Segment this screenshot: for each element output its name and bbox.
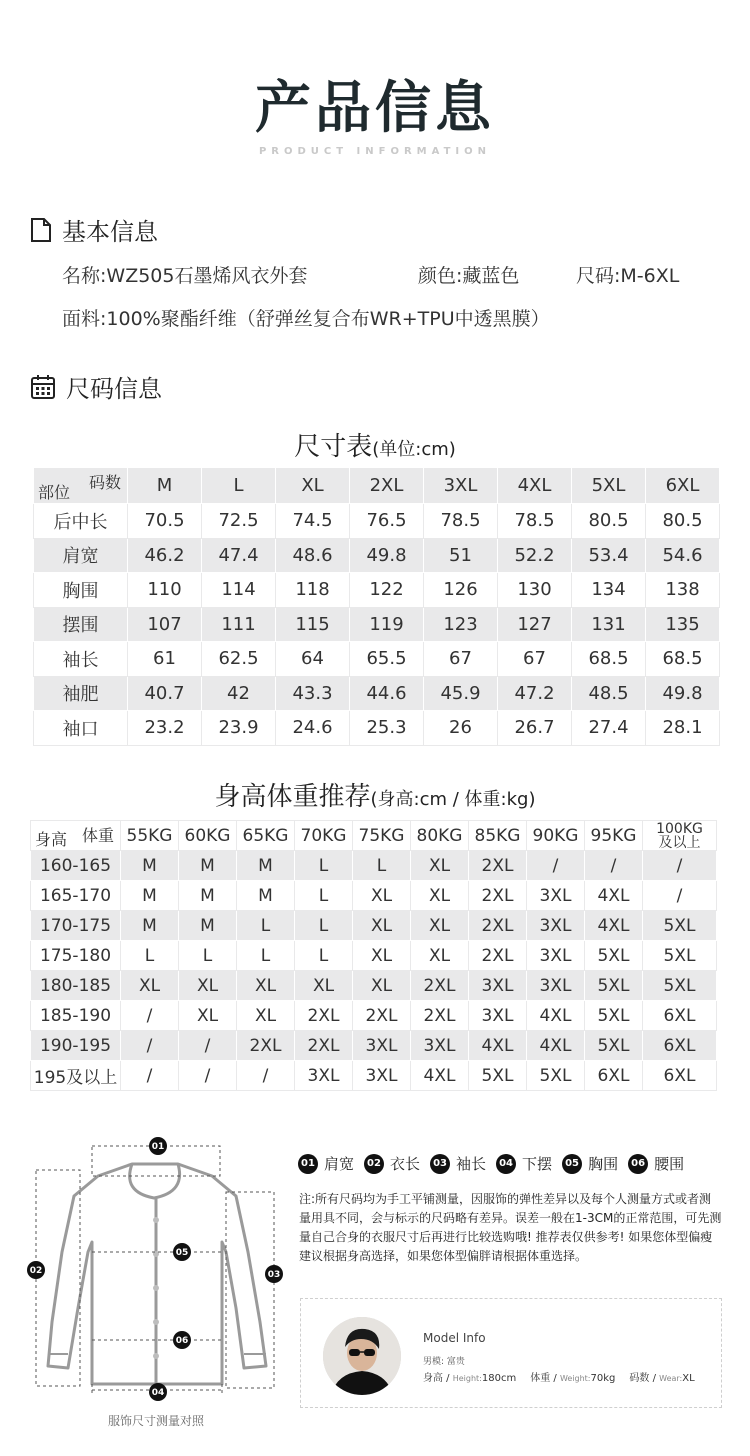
- size-value-cell: 130: [498, 573, 572, 608]
- legend-item: [562, 1153, 618, 1174]
- size-value-cell: 51: [424, 538, 498, 573]
- weight-header-cell: 80KG: [411, 821, 469, 851]
- weight-last-line1: 100KG: [656, 820, 703, 837]
- rec-size-cell: XL: [353, 971, 411, 1001]
- rec-size-cell: XL: [353, 911, 411, 941]
- legend-number-icon: 02: [364, 1154, 384, 1174]
- basic-info-label: 基本信息: [62, 218, 158, 246]
- rec-table-row: [31, 941, 717, 971]
- rec-size-cell: /: [179, 1031, 237, 1061]
- rec-size-cell: 2XL: [469, 911, 527, 941]
- size-value-cell: 64: [276, 642, 350, 677]
- size-value-cell: 118: [276, 573, 350, 608]
- rec-size-cell: 4XL: [585, 881, 643, 911]
- rec-size-cell: 2XL: [295, 1031, 353, 1061]
- size-value-cell: 49.8: [350, 538, 424, 573]
- rec-size-cell: /: [121, 1031, 179, 1061]
- marker-03: 03: [267, 1270, 281, 1280]
- size-value-cell: 40.7: [128, 676, 202, 711]
- rec-size-cell: 3XL: [295, 1061, 353, 1091]
- rec-size-cell: L: [121, 941, 179, 971]
- size-value-cell: 107: [128, 607, 202, 642]
- size-value-cell: 68.5: [646, 642, 720, 677]
- model-info-box: [300, 1298, 722, 1408]
- measurement-legend: [298, 1153, 694, 1174]
- height-cell: 185-190: [31, 1001, 121, 1031]
- size-header-cell: 2XL: [350, 468, 424, 504]
- rec-size-cell: XL: [295, 971, 353, 1001]
- size-value-cell: 70.5: [128, 504, 202, 539]
- rec-table-title-text: 身高体重推荐: [214, 782, 371, 812]
- size-value-cell: 80.5: [572, 504, 646, 539]
- size-info-heading: [30, 369, 162, 404]
- rec-size-cell: 3XL: [353, 1061, 411, 1091]
- rec-size-cell: 2XL: [237, 1031, 295, 1061]
- size-value-cell: 45.9: [424, 676, 498, 711]
- size-value-cell: 26.7: [498, 711, 572, 746]
- marker-04: 04: [151, 1388, 165, 1398]
- rec-size-cell: L: [295, 941, 353, 971]
- size-table-title-text: 尺寸表: [294, 432, 373, 462]
- product-name: 名称:WZ505石墨烯风衣外套: [62, 265, 308, 287]
- size-part-cell: 后中长: [34, 504, 128, 539]
- size-table-header-row: [34, 468, 720, 504]
- rec-size-cell: L: [179, 941, 237, 971]
- rec-table-unit: (身高:cm / 体重:kg): [370, 789, 536, 810]
- height-cell: 160-165: [31, 851, 121, 881]
- legend-label: 肩宽: [324, 1155, 355, 1173]
- rec-size-cell: M: [179, 911, 237, 941]
- rec-size-cell: L: [353, 851, 411, 881]
- rec-size-cell: 6XL: [643, 1001, 717, 1031]
- document-icon: [30, 217, 52, 243]
- size-value-cell: 123: [424, 607, 498, 642]
- size-value-cell: 53.4: [572, 538, 646, 573]
- model-stats: [423, 1369, 695, 1384]
- rec-size-cell: 6XL: [643, 1061, 717, 1091]
- legend-label: 腰围: [654, 1155, 685, 1173]
- height-cell: 195及以上: [31, 1061, 121, 1091]
- model-weight-value: 70kg: [590, 1373, 616, 1384]
- size-value-cell: 131: [572, 607, 646, 642]
- rec-size-cell: /: [121, 1061, 179, 1091]
- rec-size-cell: 4XL: [469, 1031, 527, 1061]
- product-size-range: 尺码:M-6XL: [576, 265, 680, 287]
- rec-size-cell: 4XL: [527, 1001, 585, 1031]
- size-value-cell: 80.5: [646, 504, 720, 539]
- size-header-cell: L: [202, 468, 276, 504]
- product-fabric: 面料:100%聚酯纤维（舒弹丝复合布WR+TPU中透黑膜）: [62, 308, 550, 330]
- size-value-cell: 72.5: [202, 504, 276, 539]
- size-value-cell: 62.5: [202, 642, 276, 677]
- size-value-cell: 135: [646, 607, 720, 642]
- size-header-cell: 6XL: [646, 468, 720, 504]
- size-value-cell: 65.5: [350, 642, 424, 677]
- legend-number-icon: 05: [562, 1154, 582, 1174]
- rec-table-row: [31, 1031, 717, 1061]
- size-table-row: [34, 676, 720, 711]
- corner-size-label: 码数: [88, 473, 121, 492]
- size-header-cell: 4XL: [498, 468, 572, 504]
- legend-item: [628, 1153, 684, 1174]
- height-cell: 190-195: [31, 1031, 121, 1061]
- rec-size-cell: 2XL: [295, 1001, 353, 1031]
- size-value-cell: 48.6: [276, 538, 350, 573]
- weight-header-cell: 60KG: [179, 821, 237, 851]
- size-value-cell: 43.3: [276, 676, 350, 711]
- rec-size-cell: 2XL: [469, 851, 527, 881]
- model-photo-icon: [323, 1317, 401, 1395]
- size-value-cell: 68.5: [572, 642, 646, 677]
- size-value-cell: 78.5: [424, 504, 498, 539]
- rec-size-cell: M: [237, 851, 295, 881]
- rec-size-cell: /: [527, 851, 585, 881]
- weight-header-cell: 90KG: [527, 821, 585, 851]
- basic-info-heading: [30, 212, 158, 247]
- size-table: [33, 467, 720, 746]
- marker-06: 06: [175, 1336, 189, 1346]
- size-table-title: [0, 426, 750, 463]
- rec-size-cell: M: [179, 851, 237, 881]
- model-height-label: 身高 /: [423, 1373, 453, 1384]
- rec-size-cell: XL: [121, 971, 179, 1001]
- size-value-cell: 119: [350, 607, 424, 642]
- size-value-cell: 114: [202, 573, 276, 608]
- rec-size-cell: L: [295, 881, 353, 911]
- model-height-en: Height:: [452, 1374, 482, 1383]
- size-value-cell: 67: [498, 642, 572, 677]
- page-subtitle: PRODUCT INFORMATION: [258, 146, 492, 157]
- rec-size-cell: M: [121, 851, 179, 881]
- weight-header-cell-last: [643, 821, 717, 851]
- rec-size-cell: 3XL: [527, 971, 585, 1001]
- rec-size-cell: 3XL: [527, 911, 585, 941]
- rec-table-title: [0, 776, 750, 813]
- rec-table-corner: [31, 821, 121, 851]
- height-cell: 175-180: [31, 941, 121, 971]
- legend-label: 下摆: [522, 1155, 553, 1173]
- rec-size-cell: 5XL: [469, 1061, 527, 1091]
- page-title: 产品信息: [255, 76, 495, 141]
- rec-size-cell: 6XL: [585, 1061, 643, 1091]
- rec-size-cell: 5XL: [527, 1061, 585, 1091]
- rec-size-cell: 5XL: [643, 971, 717, 1001]
- rec-size-cell: 5XL: [585, 1001, 643, 1031]
- rec-size-cell: 2XL: [469, 881, 527, 911]
- size-value-cell: 23.2: [128, 711, 202, 746]
- weight-last-line2: 及以上: [658, 834, 701, 851]
- model-weight: [530, 1369, 615, 1384]
- size-value-cell: 134: [572, 573, 646, 608]
- rec-size-cell: XL: [179, 971, 237, 1001]
- rec-size-cell: /: [585, 851, 643, 881]
- rec-size-cell: 2XL: [469, 941, 527, 971]
- rec-size-cell: XL: [411, 911, 469, 941]
- size-value-cell: 115: [276, 607, 350, 642]
- rec-size-cell: /: [121, 1001, 179, 1031]
- weight-header-cell: 55KG: [121, 821, 179, 851]
- weight-header-cell: 85KG: [469, 821, 527, 851]
- size-part-cell: 袖长: [34, 642, 128, 677]
- size-note: 注:所有尺码均为手工平铺测量，因服饰的弹性差异以及每个人测量方式或者测量用具不同，会与标示的尺码略有差异。误差一般在1-3CM的正常范围，可先测量自己合身的衣服尺寸后再进行比较选购哦! 推荐表仅供参考! 如果您体型偏瘦建议根据身高选择，如果您体型偏胖请根据体重选择。: [299, 1192, 722, 1263]
- size-value-cell: 138: [646, 573, 720, 608]
- size-value-cell: 44.6: [350, 676, 424, 711]
- model-weight-en: Weight:: [559, 1374, 591, 1383]
- size-value-cell: 47.2: [498, 676, 572, 711]
- size-value-cell: 26: [424, 711, 498, 746]
- legend-label: 衣长: [390, 1155, 421, 1173]
- size-value-cell: 127: [498, 607, 572, 642]
- marker-01: 01: [151, 1142, 165, 1152]
- size-part-cell: 肩宽: [34, 538, 128, 573]
- size-value-cell: 46.2: [128, 538, 202, 573]
- rec-size-cell: L: [237, 941, 295, 971]
- legend-item: [496, 1153, 552, 1174]
- corner-part-label: 部位: [38, 483, 71, 502]
- model-size-label: 码数 /: [629, 1373, 660, 1384]
- legend-number-icon: 03: [430, 1154, 450, 1174]
- corner-weight-label: 体重: [81, 826, 114, 845]
- size-table-row: [34, 711, 720, 746]
- size-part-cell: 摆围: [34, 607, 128, 642]
- rec-size-cell: XL: [237, 1001, 295, 1031]
- rec-size-cell: 3XL: [353, 1031, 411, 1061]
- rec-table-header-row: [31, 821, 717, 851]
- rec-size-cell: 4XL: [411, 1061, 469, 1091]
- size-value-cell: 61: [128, 642, 202, 677]
- size-value-cell: 23.9: [202, 711, 276, 746]
- size-value-cell: 24.6: [276, 711, 350, 746]
- rec-size-cell: 5XL: [643, 911, 717, 941]
- size-part-cell: 胸围: [34, 573, 128, 608]
- size-value-cell: 110: [128, 573, 202, 608]
- rec-size-cell: XL: [237, 971, 295, 1001]
- size-value-cell: 47.4: [202, 538, 276, 573]
- rec-size-cell: 3XL: [411, 1031, 469, 1061]
- size-value-cell: 48.5: [572, 676, 646, 711]
- rec-size-cell: 2XL: [411, 1001, 469, 1031]
- rec-size-cell: 5XL: [585, 1031, 643, 1061]
- model-height: [423, 1369, 516, 1384]
- size-header-cell: 3XL: [424, 468, 498, 504]
- size-part-cell: 袖口: [34, 711, 128, 746]
- size-header-cell: M: [128, 468, 202, 504]
- rec-size-cell: 5XL: [585, 941, 643, 971]
- height-cell: 170-175: [31, 911, 121, 941]
- size-value-cell: 67: [424, 642, 498, 677]
- rec-size-cell: 3XL: [469, 971, 527, 1001]
- legend-number-icon: 01: [298, 1154, 318, 1174]
- rec-size-cell: XL: [411, 851, 469, 881]
- size-value-cell: 78.5: [498, 504, 572, 539]
- weight-header-cell: 95KG: [585, 821, 643, 851]
- rec-size-cell: 4XL: [527, 1031, 585, 1061]
- size-value-cell: 42: [202, 676, 276, 711]
- diagram-caption: 服饰尺寸测量对照: [107, 1414, 204, 1428]
- rec-size-cell: 5XL: [585, 971, 643, 1001]
- size-info-label: 尺码信息: [66, 375, 162, 403]
- size-value-cell: 54.6: [646, 538, 720, 573]
- model-size: [629, 1369, 694, 1384]
- rec-table-row: [31, 881, 717, 911]
- weight-header-cell: 70KG: [295, 821, 353, 851]
- rec-size-cell: /: [643, 881, 717, 911]
- rec-table-row: [31, 1001, 717, 1031]
- model-height-value: 180cm: [481, 1373, 517, 1384]
- marker-02: 02: [29, 1266, 43, 1276]
- rec-size-cell: XL: [353, 941, 411, 971]
- rec-size-cell: 3XL: [527, 881, 585, 911]
- legend-label: 袖长: [456, 1155, 487, 1173]
- size-header-cell: 5XL: [572, 468, 646, 504]
- product-color: 颜色:藏蓝色: [418, 265, 520, 287]
- height-cell: 165-170: [31, 881, 121, 911]
- size-value-cell: 52.2: [498, 538, 572, 573]
- model-size-en: Wear:: [659, 1374, 683, 1383]
- size-value-cell: 74.5: [276, 504, 350, 539]
- size-value-cell: 49.8: [646, 676, 720, 711]
- corner-height-label: 身高: [35, 830, 68, 849]
- size-value-cell: 28.1: [646, 711, 720, 746]
- legend-item: [364, 1153, 420, 1174]
- weight-header-cell: 65KG: [237, 821, 295, 851]
- size-table-row: [34, 504, 720, 539]
- rec-size-cell: /: [179, 1061, 237, 1091]
- legend-item: [430, 1153, 486, 1174]
- model-avatar: [323, 1317, 401, 1395]
- size-value-cell: 27.4: [572, 711, 646, 746]
- size-table-row: [34, 642, 720, 677]
- size-value-cell: 25.3: [350, 711, 424, 746]
- size-table-unit: (单位:cm): [372, 439, 456, 460]
- legend-label: 胸围: [588, 1155, 619, 1173]
- rec-table-row: [31, 971, 717, 1001]
- rec-table-row: [31, 851, 717, 881]
- garment-diagram: [22, 1132, 290, 1406]
- model-name: 男模: 富贵: [423, 1357, 465, 1367]
- calendar-icon: [30, 374, 56, 400]
- rec-size-cell: /: [237, 1061, 295, 1091]
- size-table-corner: [34, 468, 128, 504]
- size-value-cell: 111: [202, 607, 276, 642]
- size-value-cell: 126: [424, 573, 498, 608]
- rec-size-cell: M: [237, 881, 295, 911]
- model-info-title: Model Info: [423, 1331, 486, 1345]
- rec-table-row: [31, 911, 717, 941]
- rec-size-cell: M: [121, 881, 179, 911]
- size-header-cell: XL: [276, 468, 350, 504]
- rec-size-cell: 4XL: [585, 911, 643, 941]
- rec-size-cell: 2XL: [411, 971, 469, 1001]
- marker-05: 05: [175, 1248, 189, 1258]
- rec-size-cell: L: [237, 911, 295, 941]
- size-table-row: [34, 538, 720, 573]
- rec-size-cell: XL: [353, 881, 411, 911]
- size-value-cell: 76.5: [350, 504, 424, 539]
- legend-number-icon: 06: [628, 1154, 648, 1174]
- rec-size-cell: XL: [411, 881, 469, 911]
- rec-table: [30, 820, 717, 1091]
- rec-size-cell: 5XL: [643, 941, 717, 971]
- weight-header-cell: 75KG: [353, 821, 411, 851]
- rec-size-cell: 3XL: [469, 1001, 527, 1031]
- size-value-cell: 122: [350, 573, 424, 608]
- rec-size-cell: /: [643, 851, 717, 881]
- height-cell: 180-185: [31, 971, 121, 1001]
- rec-size-cell: 3XL: [527, 941, 585, 971]
- size-table-row: [34, 607, 720, 642]
- rec-table-row: [31, 1061, 717, 1091]
- rec-size-cell: 2XL: [353, 1001, 411, 1031]
- size-part-cell: 袖肥: [34, 676, 128, 711]
- rec-size-cell: M: [179, 881, 237, 911]
- size-table-row: [34, 573, 720, 608]
- rec-size-cell: L: [295, 851, 353, 881]
- model-weight-label: 体重 /: [530, 1373, 560, 1384]
- model-size-value: XL: [682, 1373, 695, 1384]
- legend-number-icon: 04: [496, 1154, 516, 1174]
- rec-size-cell: M: [121, 911, 179, 941]
- rec-size-cell: XL: [179, 1001, 237, 1031]
- rec-size-cell: L: [295, 911, 353, 941]
- rec-size-cell: XL: [411, 941, 469, 971]
- legend-item: [298, 1153, 354, 1174]
- rec-size-cell: 6XL: [643, 1031, 717, 1061]
